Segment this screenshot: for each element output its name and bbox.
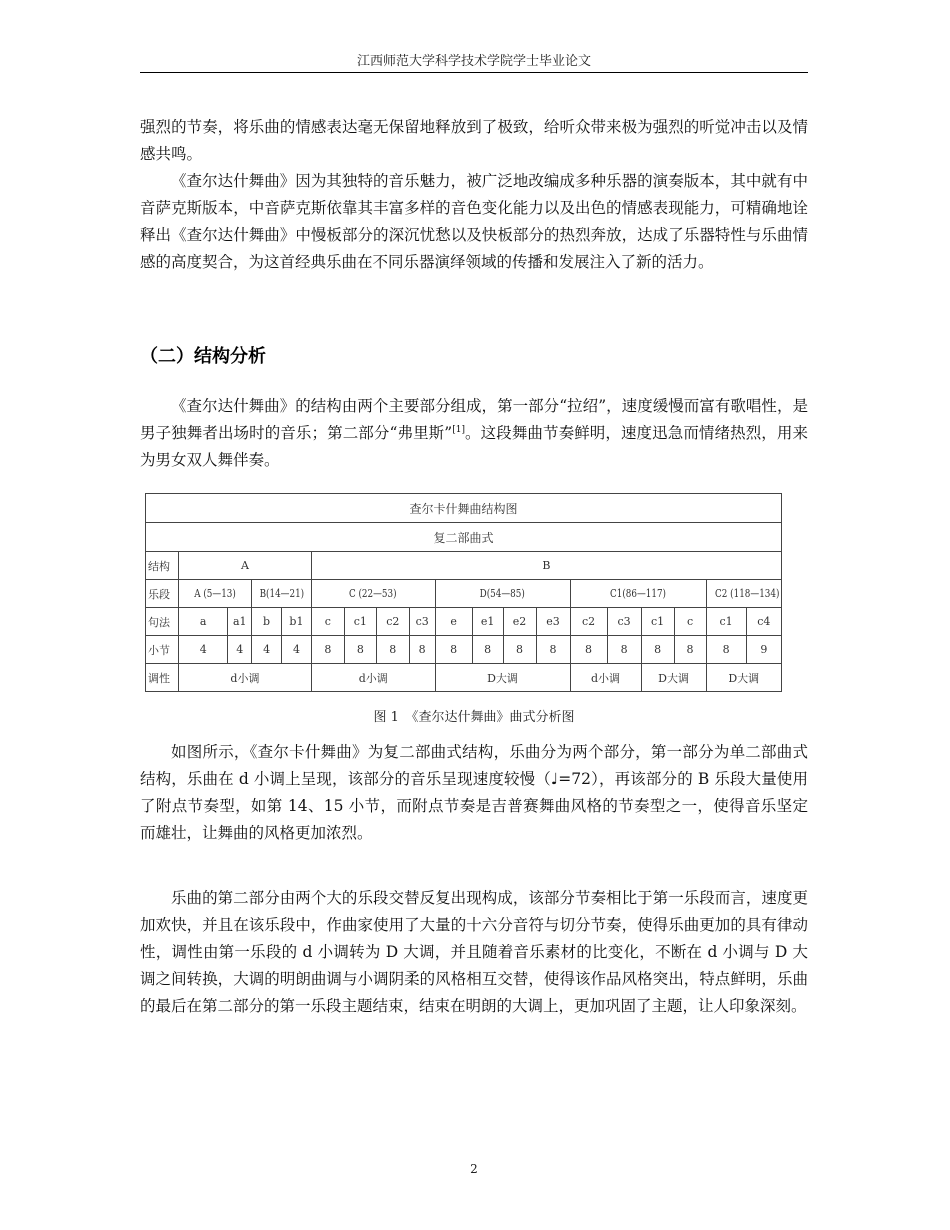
paragraph-3-text-b: 。这段舞曲节奏鲜明，速度迅急而情绪热烈，用来为男女双人舞伴奏。 <box>140 424 808 469</box>
bar-count-cell: 8 <box>706 636 746 664</box>
bar-count-cell: 8 <box>674 636 706 664</box>
key-cell: d小调 <box>570 664 641 692</box>
phrase-cell: e <box>435 608 472 636</box>
phrase-cell: c2 <box>376 608 409 636</box>
row-label-key: 调性 <box>146 664 179 692</box>
phrase-cell: b <box>252 608 282 636</box>
section-heading: （二）结构分析 <box>140 346 266 367</box>
phrase-cell: c1 <box>344 608 376 636</box>
phrase-cell: c1 <box>641 608 674 636</box>
paragraph-5: 乐曲的第二部分由两个大的乐段交替反复出现构成，该部分节奏相比于第一乐段而言，速度更加欢快，并且在该乐段中，作曲家使用了大量的十六分音符与切分节奏，使得乐曲更加的具有律动性，调性由第一乐段的 d 小调转为 D 大调，并且随着音乐素材的比变化，不断在 d 小调与 D 大调之间转换，大调的明朗曲调与小调阴柔的风格相互交替，使得该作品风格突出，特点鲜明，乐曲的最后在第二部分的第一乐段主题结束，结束在明朗的大调上，更加巩固了主题，让人印象深刻。 <box>140 889 808 1015</box>
bar-count-cell: 4 <box>252 636 282 664</box>
bar-count-cell: 8 <box>536 636 570 664</box>
table-title: 查尔卡什舞曲结构图 <box>146 494 782 523</box>
bar-count-cell: 8 <box>472 636 503 664</box>
row-key <box>146 664 782 692</box>
bar-count-cell: 4 <box>228 636 252 664</box>
bar-count-cell: 8 <box>607 636 641 664</box>
section-cell: D(54—85) <box>435 580 570 608</box>
structure-figure <box>145 493 782 690</box>
bar-count-cell: 4 <box>282 636 312 664</box>
section-cell: A (5—13) <box>178 580 251 608</box>
part-b: B <box>311 552 781 580</box>
paragraph-1: 强烈的节奏，将乐曲的情感表达毫无保留地释放到了极致，给听众带来极为强烈的听觉冲击以及情感共鸣。 <box>140 118 808 163</box>
row-label-bars: 小节 <box>146 636 179 664</box>
phrase-cell: c3 <box>607 608 641 636</box>
bar-count-cell: 8 <box>641 636 674 664</box>
section-cell: B(14—21) <box>252 580 312 608</box>
paragraph-3-text-a: 《查尔达什舞曲》的结构由两个主要部分组成，第一部分“拉绍”，速度缓慢而富有歌唱性，是男子独舞者出场时的音乐；第二部分“弗里斯” <box>140 397 808 442</box>
key-cell: d小调 <box>178 664 311 692</box>
part-a: A <box>178 552 311 580</box>
phrase-cell: e3 <box>536 608 570 636</box>
phrase-cell: c <box>311 608 344 636</box>
section-cell: C1(86—117) <box>570 580 706 608</box>
row-structure <box>146 552 782 580</box>
row-label-phrase: 句法 <box>146 608 179 636</box>
row-label-section: 乐段 <box>146 580 179 608</box>
figure-caption: 图 1 《查尔达什舞曲》曲式分析图 <box>373 710 575 725</box>
key-cell: D大调 <box>706 664 782 692</box>
paragraph-4: 如图所示，《查尔卡什舞曲》为复二部曲式结构，乐曲分为两个部分，第一部分为单二部曲式结构，乐曲在 d 小调上呈现，该部分的音乐呈现速度较慢（♩=72），再该部分的 B 乐段大量使用了附点节奏型，如第 14、15 小节，而附点节奏是吉普赛舞曲风格的节奏型之一，使得音乐坚定而雄壮，让舞曲的风格更加浓烈。 <box>140 743 808 842</box>
paragraph-2: 《查尔达什舞曲》因为其独特的音乐魅力，被广泛地改编成多种乐器的演奏版本，其中就有中音萨克斯版本，中音萨克斯依靠其丰富多样的音色变化能力以及出色的情感表现能力，可精确地诠释出《查尔达什舞曲》中慢板部分的深沉忧愁以及快板部分的热烈奔放，达成了乐器特性与乐曲情感的高度契合，为这首经典乐曲在不同乐器演绎领域的传播和发展注入了新的活力。 <box>140 172 808 271</box>
bar-count-cell: 8 <box>376 636 409 664</box>
phrase-cell: e1 <box>472 608 503 636</box>
phrase-cell: e2 <box>503 608 536 636</box>
phrase-cell: a1 <box>228 608 252 636</box>
form-label: 复二部曲式 <box>146 523 782 552</box>
phrase-cell: c4 <box>746 608 781 636</box>
bar-count-cell: 8 <box>570 636 607 664</box>
phrase-cell: c3 <box>409 608 435 636</box>
key-cell: D大调 <box>435 664 570 692</box>
header-rule <box>140 72 808 73</box>
section-cell: C2 (118—134) <box>706 580 782 608</box>
section-cell: C (22—53) <box>311 580 435 608</box>
page-number: 2 <box>470 1162 478 1176</box>
key-cell: d小调 <box>311 664 435 692</box>
bar-count-cell: 8 <box>344 636 376 664</box>
running-header: 江西师范大学科学技术学院学士毕业论文 <box>356 54 591 69</box>
row-label-structure: 结构 <box>146 552 179 580</box>
phrase-cell: c2 <box>570 608 607 636</box>
bar-count-cell: 8 <box>435 636 472 664</box>
bar-count-cell: 8 <box>503 636 536 664</box>
bar-count-cell: 8 <box>409 636 435 664</box>
bar-count-cell: 8 <box>311 636 344 664</box>
bar-count-cell: 4 <box>178 636 227 664</box>
row-section <box>146 580 782 608</box>
structure-table <box>145 493 782 692</box>
phrase-cell: c1 <box>706 608 746 636</box>
phrase-cell: a <box>178 608 227 636</box>
bar-count-cell: 9 <box>746 636 781 664</box>
citation-mark[interactable]: [1] <box>452 424 465 435</box>
paragraph-3 <box>140 393 808 474</box>
phrase-cell: b1 <box>282 608 312 636</box>
key-cell: D大调 <box>641 664 706 692</box>
row-phrase <box>146 608 782 636</box>
row-bars <box>146 636 782 664</box>
phrase-cell: c <box>674 608 706 636</box>
